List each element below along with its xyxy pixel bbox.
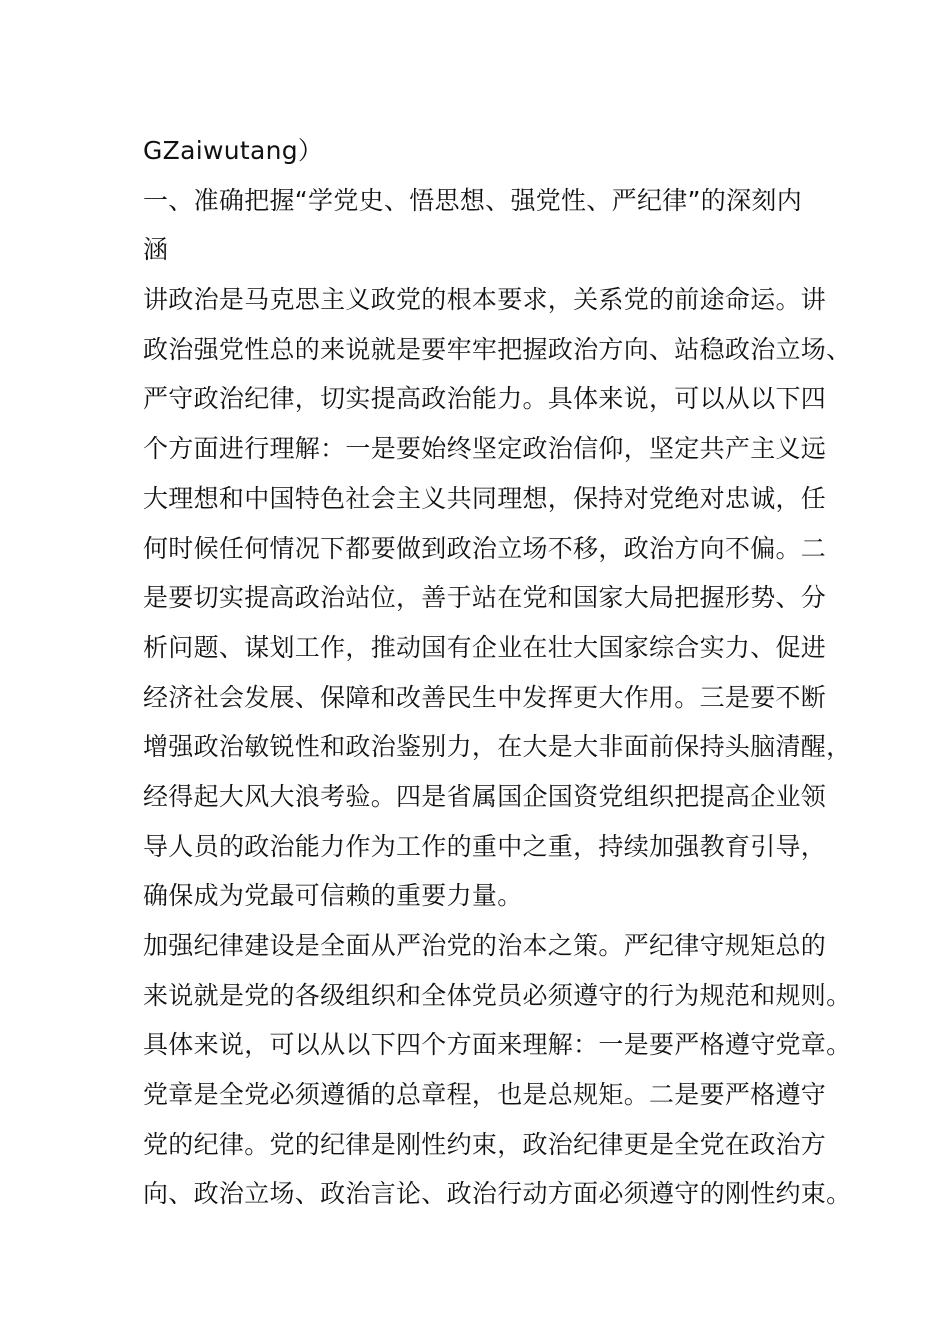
paragraph-2-line: 来说就是党的各级组织和全体党员必须遵守的行为规范和规则。: [143, 980, 852, 1010]
paragraph-1-line: 严守政治纪律，切实提高政治能力。具体来说，可以从以下四: [143, 384, 827, 414]
section-heading-line-2: 涵: [143, 235, 169, 265]
paragraph-1-line: 是要切实提高政治站位，善于站在党和国家大局把握形势、分: [143, 583, 827, 613]
source-note-line: GZaiwutang）: [143, 136, 324, 165]
paragraph-1-line: 确保成为党最可信赖的重要力量。: [143, 881, 523, 911]
section-heading-line-1: 一、准确把握“学党史、悟思想、强党性、严纪律”的深刻内: [143, 185, 803, 215]
document-body: [143, 126, 852, 1219]
paragraph-2-line: 党章是全党必须遵循的总章程，也是总规矩。二是要严格遵守: [143, 1080, 827, 1110]
paragraph-1-line: 政治强党性总的来说就是要牢牢把握政治方向、站稳政治立场、: [143, 334, 852, 364]
paragraph-2-line: 党的纪律。党的纪律是刚性约束，政治纪律更是全党在政治方: [143, 1129, 827, 1159]
paragraph-1-line: 导人员的政治能力作为工作的重中之重，持续加强教育引导，: [143, 831, 827, 861]
paragraph-2-line: 加强纪律建设是全面从严治党的治本之策。严纪律守规矩总的: [143, 931, 827, 960]
paragraph-2-line: 向、政治立场、政治言论、政治行动方面必须遵守的刚性约束。: [143, 1179, 852, 1209]
paragraph-1-line: 讲政治是马克思主义政党的根本要求，关系党的前途命运。讲: [143, 285, 827, 315]
paragraph-1-line: 何时候任何情况下都要做到政治立场不移，政治方向不偏。二: [143, 533, 827, 563]
paragraph-1-line: 析问题、谋划工作，推动国有企业在壮大国家综合实力、促进: [143, 632, 827, 662]
paragraph-1-line: 增强政治敏锐性和政治鉴别力，在大是大非面前保持头脑清醒，: [143, 732, 852, 762]
paragraph-2-line: 具体来说，可以从以下四个方面来理解：一是要严格遵守党章。: [143, 1030, 852, 1060]
paragraph-1-line: 个方面进行理解：一是要始终坚定政治信仰，坚定共产主义远: [143, 434, 827, 464]
paragraph-1-line: 经济社会发展、保障和改善民生中发挥更大作用。三是要不断: [143, 682, 827, 712]
paragraph-1-line: 大理想和中国特色社会主义共同理想，保持对党绝对忠诚，任: [143, 483, 827, 513]
paragraph-1-line: 经得起大风大浪考验。四是省属国企国资党组织把提高企业领: [143, 781, 827, 811]
